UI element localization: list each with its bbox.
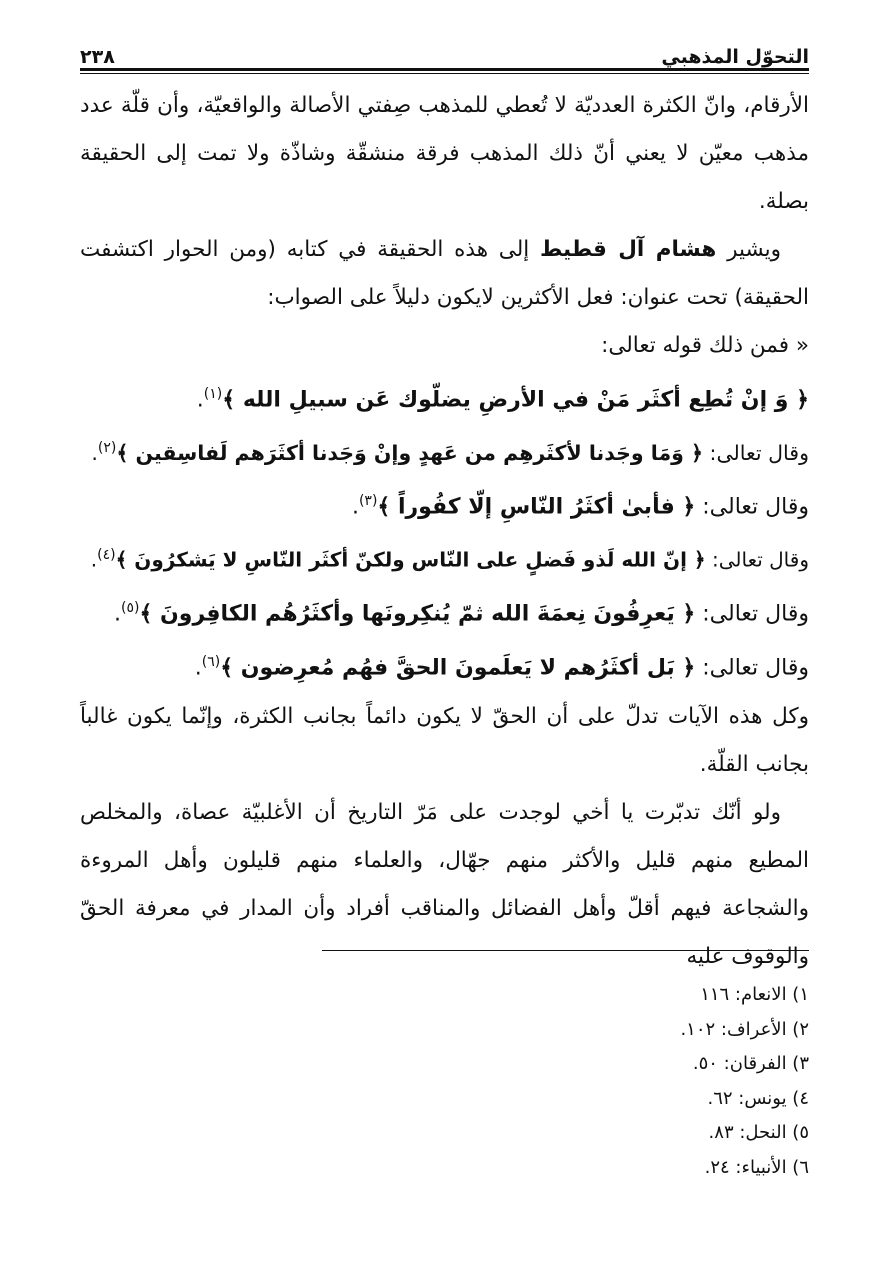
footnote-ref: (١): [203, 386, 223, 402]
footnote-ref: (٣): [358, 493, 378, 510]
footnote-item: ٢) الأعراف: ١٠٢.: [680, 1018, 809, 1040]
footnote-item: ٤) يونس: ٦٢.: [707, 1087, 809, 1109]
footnote-separator: [322, 950, 809, 951]
footnote-ref: (٦): [201, 654, 221, 671]
footnote-item: ١) الانعام: ١١٦: [700, 984, 809, 1005]
header-rule-thin: [80, 73, 809, 74]
page-number: ٢٣٨: [80, 46, 115, 68]
header-rule: [80, 68, 809, 71]
footnote-ref: (٤): [97, 547, 116, 564]
verse-line: وقال تعالى: ﴿ بَل أكثَرُهم لا يَعلَمونَ الحقَّ فهُم مُعرِضون ﴾$^{(٦)}$.: [194, 654, 809, 681]
verse-text: ﴿ إنّ الله لَذو فَضلٍ على النّاس ولكنّ أكثَر النّاسِ لا يَشكرُونَ ﴾: [115, 548, 706, 573]
author-name: هشام آل قطيط: [540, 237, 717, 262]
verse-line: ﴿ وَ إنْ تُطِع أكثَر مَنْ في الأرضِ يضلّوك عَن سبيلِ الله ﴾$^{(١)}$.: [196, 386, 809, 413]
footnote-ref: (٥): [120, 600, 140, 617]
paragraph-2: [80, 226, 809, 322]
paragraph-2-lead: ويشير: [716, 237, 782, 262]
footnote-ref: (٢): [97, 440, 117, 457]
page-header: [80, 36, 809, 68]
footnote-item: ٦) الأنبياء: ٢٤.: [704, 1156, 809, 1178]
verse-text: ﴿ يَعرِفُونَ نِعمَةَ الله ثمّ يُنكِرونَها وأكثَرُهُم الكافِرونَ ﴾: [139, 601, 696, 627]
paragraph-final: ولو أنّك تدبّرت يا أخي لوجدت على مَرّ التاريخ أن الأغلبيّة عصاة، والمخلص المطيع منهم قليل والأكثر منهم جهّال، والعلماء منهم قليلون وأهل المروءة والشجاعة فيهم أقلّ وأهل الفضائل والمناقب أفراد وأن المدار في معرفة الحقّ والوقوف عليه: [80, 799, 809, 969]
verse-line: وقال تعالى: ﴿ وَمَا وجَدنا لأكثَرهِم من عَهدٍ وإنْ وَجَدنا أكثَرَهم لَفاسِقين ﴾$^{(٢)}$.: [91, 440, 809, 466]
footnote-item: ٥) النحل: ٨٣.: [708, 1122, 809, 1143]
verse-text: ﴿ بَل أكثَرُهم لا يَعلَمونَ الحقَّ فهُم مُعرِضون ﴾: [220, 655, 696, 681]
quote-intro: « فمن ذلك قوله تعالى:: [601, 333, 809, 358]
verse-text: ﴿ فأبىٰ أكثَرُ النّاسِ إلّا كفُوراً ﴾: [377, 494, 696, 520]
footnotes: [509, 978, 809, 1185]
verse-text: ﴿ وَ إنْ تُطِع أكثَر مَنْ في الأرضِ يضلّوك عَن سبيلِ الله ﴾: [222, 387, 809, 413]
verse-text: ﴿ وَمَا وجَدنا لأكثَرهِم من عَهدٍ وإنْ وَجَدنا أكثَرَهم لَفاسِقين ﴾: [116, 441, 704, 466]
footnote-item: ٣) الفرقان: ٥٠.: [692, 1053, 809, 1074]
running-title: التحوّل المذهبي: [661, 46, 809, 68]
verse-line: وقال تعالى: ﴿ إنّ الله لَذو فَضلٍ على النّاس ولكنّ أكثَر النّاسِ لا يَشكرُونَ ﴾$^{(٤)}$.: [90, 547, 809, 573]
main-text: [80, 82, 809, 981]
paragraph-conclusion: وكل هذه الآيات تدلّ على أن الحقّ لا يكون دائماً بجانب الكثرة، وإنّما يكون غالباً بجانب القلّة.: [80, 703, 809, 777]
verse-line: وقال تعالى: ﴿ فأبىٰ أكثَرُ النّاسِ إلّا كفُوراً ﴾$^{(٣)}$.: [351, 493, 809, 520]
paragraph-2-rest: إلى هذه الحقيقة في كتابه (ومن الحوار اكتشفت الحقيقة) تحت عنوان: فعل الأكثرين لايكون دليلاً على الصواب:: [80, 237, 809, 310]
verse-line: وقال تعالى: ﴿ يَعرِفُونَ نِعمَةَ الله ثمّ يُنكِرونَها وأكثَرُهُم الكافِرونَ ﴾$^{(٥)}$.: [113, 600, 809, 627]
paragraph-1: الأرقام، وانّ الكثرة العدديّة لا تُعطي للمذهب صِفتي الأصالة والواقعيّة، وأن قلّة عدد مذهب معيّن لا يعني أنّ ذلك المذهب فرقة منشقّة وشاذّة ولا تمت إلى الحقيقة بصلة.: [80, 93, 809, 214]
